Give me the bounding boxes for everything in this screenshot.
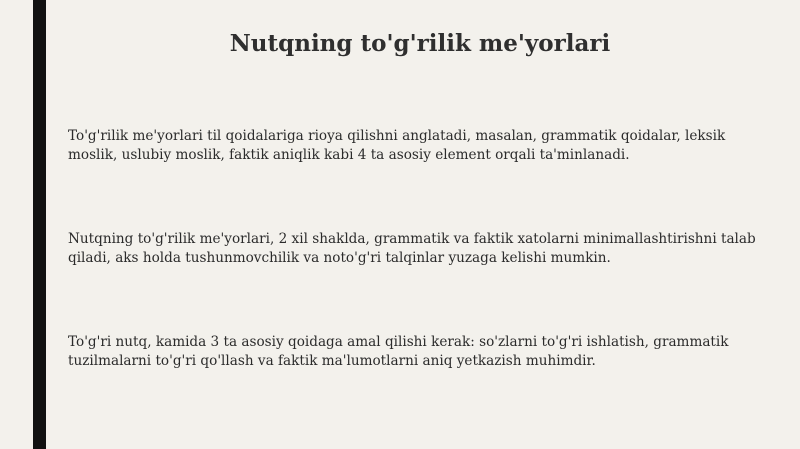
paragraph-1: To'g'rilik me'yorlari til qoidalariga rioya qilishni anglatadi, masalan, grammatik qoidalar, leksik moslik, uslubiy moslik, faktik aniqlik kabi 4 ta asosiy element orqali ta'minlanadi. <box>68 128 726 163</box>
slide-title: Nutqning to'g'rilik me'yorlari <box>229 30 611 57</box>
paragraph-2: Nutqning to'g'rilik me'yorlari, 2 xil shaklda, grammatik va faktik xatolarni minimallashtirishni talab qiladi, aks holda tushunmovchilik va noto'g'ri talqinlar yuzaga kelishi mumkin. <box>68 231 756 266</box>
left-accent-bar <box>33 0 46 449</box>
paragraph-3: To'g'ri nutq, kamida 3 ta asosiy qoidaga amal qilishi kerak: so'zlarni to'g'ri ishlatish, grammatik tuzilmalarni to'g'ri qo'llash va faktik ma'lumotlarni aniq yetkazish muhimdir. <box>68 334 729 369</box>
